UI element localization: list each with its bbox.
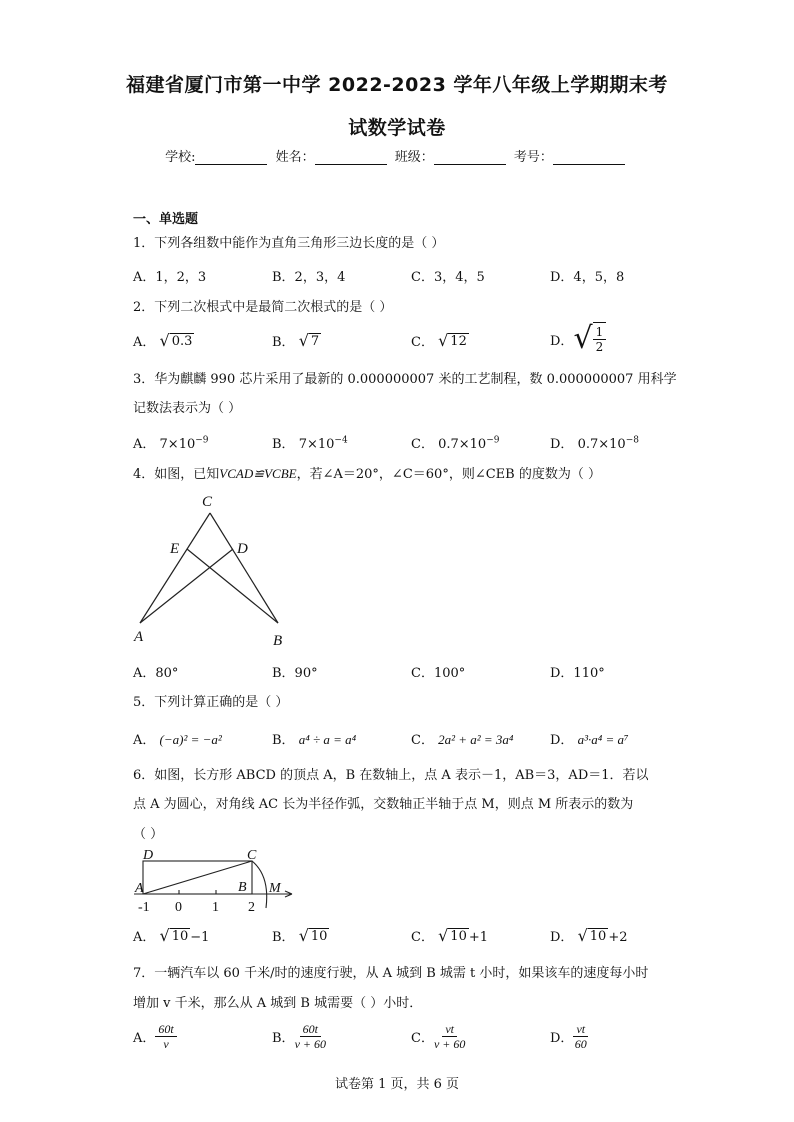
point-c-label: C [247,848,257,863]
q6-option-a[interactable] [133,926,209,945]
question-3-stem-line1: 3．华为麒麟 990 芯片采用了最新的 0.000000007 米的工艺制程，数 0.000000007 用科学 [133,372,677,387]
suffix: −1 [190,930,210,945]
option-label: A． [133,733,156,748]
sqrt-fraction [573,322,606,356]
segment-cb [210,513,278,623]
q2-option-c[interactable] [411,331,469,350]
q1-option-c[interactable]: C．3，4，5 [411,270,485,285]
option-label: A． [133,930,156,945]
expression: 2a² + a² = 3a⁴ [438,732,514,747]
option-label: D． [550,930,574,945]
radicand: 10 [450,929,467,944]
question-6-line3: （ ） [133,827,164,842]
point-m-label: M [269,881,281,896]
section-heading: 一、单选题 [133,212,199,227]
congruence-expression: VCAD≌VCBE [219,466,297,481]
base: 7×10 [298,437,335,452]
option-label: C． [411,335,434,350]
q1-option-a[interactable]: A．1，2，3 [133,270,207,285]
question-7-line1: 7．一辆汽车以 60 千米/时的速度行驶，从 A 城到 B 城需 t 小时，如果该车的速度每小时 [133,966,649,981]
q4-option-b[interactable]: B．90° [272,666,318,681]
option-label: C． [411,1031,434,1046]
q6-option-d[interactable] [550,926,628,945]
q2-option-b[interactable] [272,331,321,350]
exam-title-line1: 福建省厦门市第一中学 2022-2023 学年八年级上学期期末考 [126,74,668,96]
name-label: 姓名： [275,150,315,165]
point-e-label: E [170,541,180,557]
numerator: 60t [300,1022,321,1037]
fraction [593,322,607,356]
numerator: vt [442,1022,457,1037]
option-label: A． [133,335,156,350]
tick-label-neg1: -1 [138,900,150,915]
q1-option-d[interactable]: D．4，5，8 [550,270,625,285]
stem-part: ，若∠A＝20°，∠C＝60°，则∠CEB 的度数为（ ） [296,467,601,482]
diagonal-ac [143,861,252,894]
student-info-row [0,146,794,165]
q2-option-a[interactable] [133,331,194,350]
name-blank[interactable] [315,150,387,165]
option-label: C． [411,930,434,945]
stem-part: 4．如图，已知 [133,467,220,482]
radicand: 7 [310,334,320,349]
denominator: 60 [574,1037,587,1051]
radicand: 12 [450,334,467,349]
tick-label-1: 1 [212,900,219,915]
exam-number-label: 考号： [513,150,553,165]
option-label: D． [550,333,574,349]
q5-option-c[interactable] [411,729,513,748]
radical-sign: √ [573,321,593,356]
base: 0.7×10 [438,437,487,452]
exponent: −9 [486,435,500,446]
q7-option-c[interactable] [411,1022,465,1051]
q3-option-b[interactable] [272,433,348,452]
q7-option-a[interactable] [133,1022,177,1051]
expression: a³·a⁴ = a⁷ [577,732,629,747]
question-2-stem: 2．下列二次根式中是最简二次根式的是（ ） [133,300,393,315]
q5-option-a[interactable] [133,729,222,748]
fraction [573,1022,588,1051]
radicand: 0.3 [171,334,193,349]
denominator: v + 60 [433,1037,466,1051]
tick-label-0: 0 [175,900,182,915]
q3-option-d[interactable] [550,433,639,452]
point-a-label: A [134,629,144,645]
q4-option-d[interactable]: D．110° [550,666,605,681]
exam-number-blank[interactable] [553,150,625,165]
q7-option-d[interactable] [550,1022,588,1051]
option-label: B． [272,1031,295,1046]
triangle-figure [130,488,300,653]
radicand: 10 [310,929,328,944]
sqrt-expression: √ 10 [298,926,328,945]
radicand: 10 [171,929,189,944]
point-c-label: C [202,494,213,510]
q5-option-b[interactable] [272,729,356,748]
option-label: D． [550,437,574,452]
q6-option-b[interactable] [272,926,329,945]
sqrt-expression: √ 10 [577,926,607,945]
question-6-line2: 点 A 为圆心，对角线 AC 长为半径作弧，交数轴正半轴于点 M，则点 M 所表示的数为 [133,797,634,812]
question-7-line2: 增加 v 千米，那么从 A 城到 B 城需要（ ）小时． [133,996,423,1011]
numerator: 60t [155,1022,176,1037]
q2-option-d[interactable] [550,322,606,356]
sqrt-expression: √ 0.3 [159,331,193,350]
number-line-figure [130,848,300,918]
fraction [434,1022,465,1051]
q7-option-b[interactable] [272,1022,326,1051]
point-d-label: D [143,848,154,863]
class-blank[interactable] [434,150,506,165]
sqrt-expression: √ 7 [298,331,320,350]
segment-ad [140,549,233,623]
q1-option-b[interactable]: B．2，3，4 [272,270,346,285]
numerator: vt [573,1022,588,1037]
question-6-line1: 6．如图，长方形 ABCD 的顶点 A，B 在数轴上，点 A 表示－1，AB＝3，AD＝1．若以 [133,768,649,783]
q4-option-a[interactable]: A．80° [133,666,179,681]
point-d-label: D [237,541,248,557]
option-label: D． [550,1031,574,1046]
expression: a⁴ ÷ a = a⁴ [298,732,357,747]
radicand: 10 [589,929,607,944]
denominator: v + 60 [294,1037,326,1051]
question-1-stem: 1．下列各组数中能作为直角三角形三边长度的是（ ） [133,236,445,251]
exam-title-line2: 试数学试卷 [348,117,446,139]
option-label: C． [411,733,434,748]
sqrt-expression: √ 12 [438,331,467,350]
denominator: 2 [595,340,604,354]
denominator: v [163,1037,169,1051]
option-label: B． [272,930,295,945]
suffix: +2 [608,930,628,945]
question-3-stem-line2: 记数法表示为（ ） [133,401,242,416]
class-label: 班级： [394,150,434,165]
sqrt-expression: √ 10 [159,926,189,945]
page-footer: 试卷第 1 页，共 6 页 [334,1077,460,1092]
point-b-label: B [273,633,283,649]
fraction [295,1022,326,1051]
suffix: +1 [468,930,489,945]
school-label: 学校: [165,150,196,165]
numerator: 1 [593,325,607,340]
expression: (−a)² = −a² [159,732,222,747]
point-b-label: B [238,880,247,895]
q6-option-c[interactable] [411,926,488,945]
base: 7×10 [159,437,196,452]
question-4-stem [133,461,693,488]
segment-ca [140,513,210,623]
exponent: −4 [334,435,348,446]
option-label: B． [272,733,295,748]
q3-option-c[interactable] [411,433,499,452]
exponent: −9 [195,435,209,446]
q4-option-c[interactable]: C．100° [411,666,466,681]
option-label: A． [133,437,156,452]
segment-be [187,549,278,623]
option-label: A． [133,1031,156,1046]
option-label: C． [411,437,434,452]
base: 0.7×10 [577,437,626,452]
point-a-label: A [135,881,144,896]
q5-option-d[interactable] [550,729,629,748]
school-blank[interactable] [195,150,267,165]
option-label: B． [272,437,295,452]
exponent: −8 [625,435,639,446]
tick-label-2: 2 [248,900,255,915]
option-label: D． [550,733,574,748]
q3-option-a[interactable] [133,433,209,452]
fraction [155,1022,176,1051]
question-5-stem: 5．下列计算正确的是（ ） [133,695,289,710]
sqrt-expression: √ 10 [438,926,467,945]
option-label: B． [272,335,295,350]
